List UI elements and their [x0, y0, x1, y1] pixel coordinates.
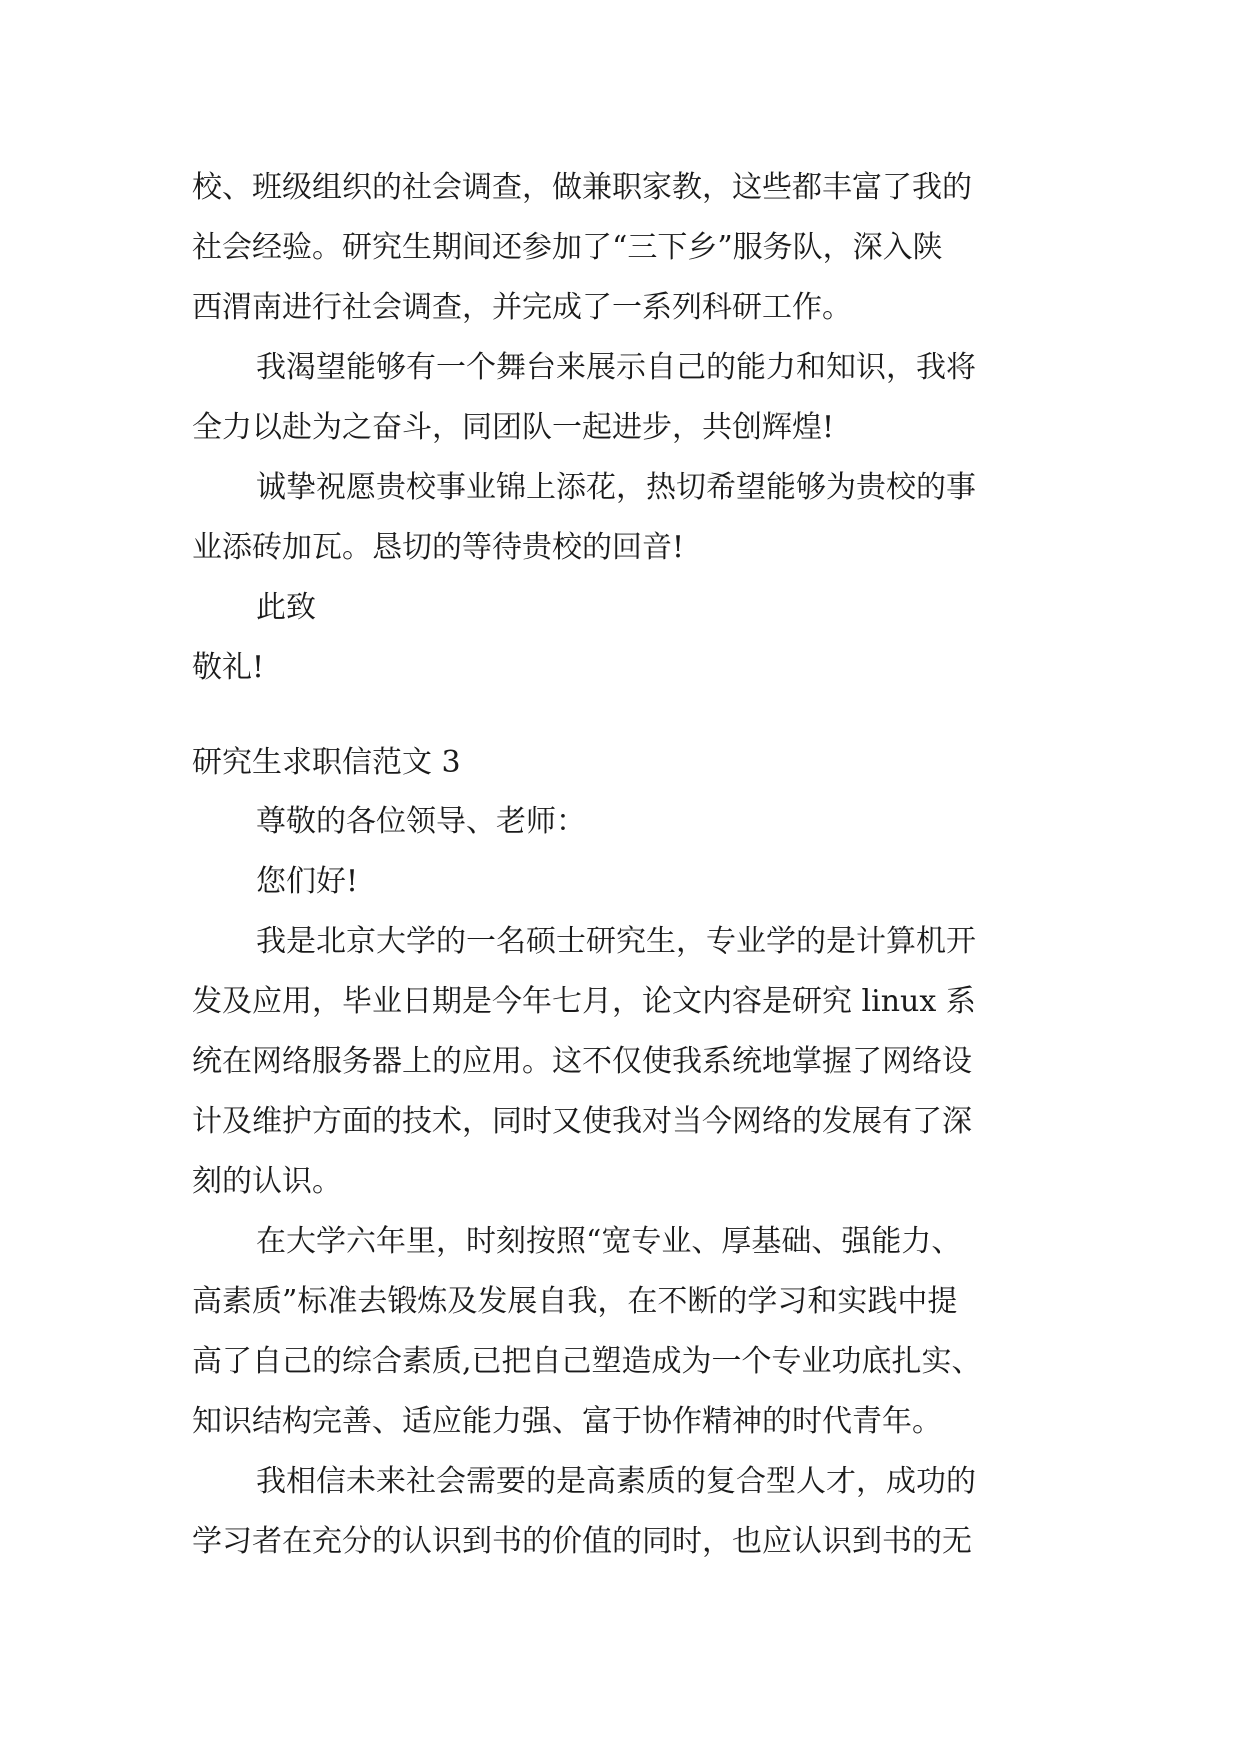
paragraph-line: 在大学六年里，时刻按照“宽专业、厚基础、强能力、 [256, 1224, 962, 1259]
paragraph-line: 刻的认识。 [192, 1164, 342, 1199]
paragraph-line: 校、班级组织的社会调查，做兼职家教，这些都丰富了我的 [192, 170, 972, 205]
paragraph-line: 统在网络服务器上的应用。这不仅使我系统地掌握了网络设 [192, 1044, 972, 1079]
paragraph-line: 我是北京大学的一名硕士研究生，专业学的是计算机开 [256, 924, 976, 959]
paragraph-line: 高素质”标准去锻炼及发展自我，在不断的学习和实践中提 [192, 1284, 958, 1319]
paragraph-line: 发及应用，毕业日期是今年七月，论文内容是研究 linux 系 [192, 984, 976, 1019]
paragraph-line: 业添砖加瓦。恳切的等待贵校的回音! [192, 530, 685, 565]
paragraph-line: 计及维护方面的技术，同时又使我对当今网络的发展有了深 [192, 1104, 972, 1139]
section-title: 研究生求职信范文 3 [192, 745, 461, 780]
paragraph-line: 全力以赴为之奋斗，同团队一起进步，共创辉煌! [192, 410, 835, 445]
closing-line: 此致 [256, 590, 316, 625]
paragraph-line: 诚挚祝愿贵校事业锦上添花，热切希望能够为贵校的事 [256, 470, 976, 505]
paragraph-line: 西渭南进行社会调查，并完成了一系列科研工作。 [192, 290, 852, 325]
paragraph-line: 我渴望能够有一个舞台来展示自己的能力和知识，我将 [256, 350, 976, 385]
greeting-line: 您们好! [256, 864, 359, 899]
paragraph-line: 学习者在充分的认识到书的价值的同时，也应认识到书的无 [192, 1524, 972, 1559]
paragraph-line: 知识结构完善、适应能力强、富于协作精神的时代青年。 [192, 1404, 942, 1439]
paragraph-line: 社会经验。研究生期间还参加了“三下乡”服务队，深入陕 [192, 230, 943, 265]
section-gap [192, 698, 1062, 734]
paragraph-line: 高了自己的综合素质,已把自己塑造成为一个专业功底扎实、 [192, 1344, 982, 1379]
paragraph-line: 我相信未来社会需要的是高素质的复合型人才，成功的 [256, 1464, 976, 1499]
document-body [192, 158, 1062, 1572]
closing-line: 敬礼! [192, 650, 265, 685]
salutation-line: 尊敬的各位领导、老师： [256, 804, 586, 839]
